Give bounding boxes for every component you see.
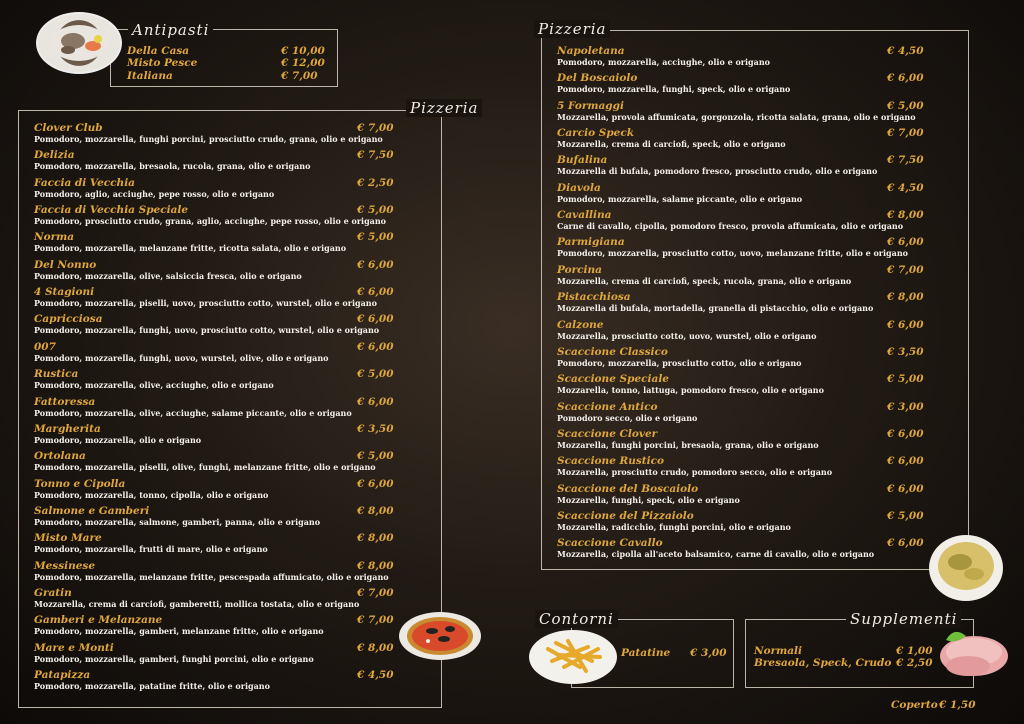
menu-item-price: € 7,50 [887,154,924,167]
menu-item-description: Pomodoro, mozzarella, olio e origano [34,434,202,445]
menu-item [34,642,417,669]
menu-item-price: € 6,00 [357,477,394,490]
menu-item-price: € 3,50 [887,345,924,358]
menu-item-price: € 5,00 [357,368,394,381]
menu-item-name: Bufalina [557,154,608,167]
menu-item-description: Pomodoro, mozzarella, salmone, gamberi, panna, olio e origano [34,516,321,527]
menu-item-price: € 5,00 [887,373,924,386]
menu-item-price: € 6,00 [887,427,924,440]
menu-item [557,45,947,72]
pizzeria-right-title: Pizzeria [530,20,614,38]
menu-item-price: € 8,00 [887,291,924,304]
menu-item-description: Mozzarella, crema di carciofi, gamberetti, mollica tostata, olio e origano [34,598,360,609]
menu-item-description: Pomodoro, mozzarella, funghi, uovo, prosciutto cotto, wurstel, olio e origano [34,325,380,336]
menu-item-description: Mozzarella, radicchio, funghi porcini, olio e origano [557,521,791,532]
menu-item-name: Patapizza [34,669,91,681]
menu-item-price: € 7,50 [357,149,394,162]
menu-item-name: Rustica [34,368,79,381]
menu-item-name: Tonno e Cipolla [34,477,126,490]
menu-item-price: € 1,00 [896,645,933,657]
menu-item-name: Norma [34,231,75,244]
menu-item-name: Italiana [127,69,173,82]
menu-item-price: € 12,00 [281,57,325,70]
menu-item-price: € 7,00 [887,127,924,140]
menu-item-name: Margherita [34,422,101,435]
menu-item-name: Scaccione del Boscaiolo [557,482,699,495]
menu-item-name: Porcina [557,263,602,276]
menu-item-price: € 6,00 [887,72,924,85]
menu-item-description: Pomodoro, mozzarella, bresaola, rucola, grana, olio e origano [34,161,311,172]
menu-item-price: € 6,00 [887,482,924,495]
menu-item-description: Mozzarella, provola affumicata, gorgonzola, ricotta salata, grana, olio e origano [557,111,916,122]
menu-item-description: Mozzarella, tonno, lattuga, pomodoro fresco, olio e origano [557,385,824,396]
menu-item-description: Pomodoro, mozzarella, olive, salsiccia fresca, olio e origano [34,270,302,281]
menu-item-name: Bresaola, Speck, Crudo [754,657,892,669]
menu-item-name: Della Casa [127,45,190,57]
menu-item-price: € 4,50 [887,45,924,57]
menu-item [34,368,417,395]
menu-item-name: Capricciosa [34,313,103,326]
menu-item-name: Pistacchiosa [557,291,631,304]
menu-item-description: Mozzarella, cipolla all'aceto balsamico, carne di cavallo, olio e origano [557,549,875,560]
menu-item-description: Pomodoro, mozzarella, funghi porcini, prosciutto crudo, grana, olio e origano [34,134,383,144]
menu-item-price: € 6,00 [887,318,924,331]
menu-item-name: Fattoressa [34,395,96,408]
menu-item-name: Salmone e Gamberi [34,504,150,517]
menu-item-description: Pomodoro, mozzarella, olive, acciughe, olio e origano [34,380,274,391]
menu-item [754,657,956,684]
menu-item-price: € 6,00 [357,313,394,326]
menu-item-name: Carcio Speck [557,127,635,140]
menu-item-name: Normali [754,645,803,657]
menu-item-name: Faccia di Vecchia [34,176,135,189]
menu-item-price: € 2,50 [896,657,933,669]
menu-item-name: Misto Mare [34,532,102,545]
menu-item-name: Scaccione Antico [557,400,658,413]
pizza-image [398,611,482,661]
menu-item-description: Carne di cavallo, cipolla, pomodoro fresco, provola affumicata, olio e origano [557,221,904,232]
menu-item [557,291,947,318]
menu-item-name: Scaccione Clover [557,427,658,440]
menu-item-price: € 5,00 [357,450,394,463]
menu-item [34,341,417,368]
menu-item-name: Scaccione Speciale [557,373,669,386]
menu-item-price: € 3,00 [887,400,924,413]
menu-item [34,259,417,286]
menu-item [34,560,417,587]
menu-item-name: 007 [34,340,56,353]
menu-item-price: € 8,00 [357,559,394,572]
menu-item-name: Ortolana [34,450,86,463]
menu-item [34,505,417,532]
supplementi-title: Supplementi [842,610,965,628]
menu-item-price: € 7,00 [281,69,318,82]
menu-item-price: € 6,00 [357,258,394,271]
menu-item-name: Parmigiana [557,236,625,249]
menu-item-description: Pomodoro, mozzarella, salame piccante, olio e origano [557,193,803,204]
menu-item-price: € 7,00 [357,122,394,134]
menu-item-price: € 6,00 [887,455,924,468]
menu-item [34,450,417,477]
seafood-icon [38,14,120,72]
menu-item-description: Pomodoro, mozzarella, frutti di mare, olio e origano [34,544,268,555]
menu-item-description: Pomodoro, mozzarella, olive, acciughe, salame piccante, olio e origano [34,407,352,418]
menu-item-price: € 5,00 [887,509,924,522]
menu-item [34,669,417,696]
menu-item-price: € 5,00 [357,204,394,217]
menu-item-price: € 5,00 [357,231,394,244]
menu-item-description: Pomodoro, mozzarella, funghi, speck, olio e origano [557,84,791,95]
menu-item-price: € 4,50 [357,669,394,681]
menu-item-name: Napoletana [557,45,625,57]
menu-item-description: Pomodoro, mozzarella, piselli, olive, funghi, melanzane fritte, olio e origano [34,462,376,473]
menu-item-price: € 8,00 [357,641,394,654]
menu-item-description: Pomodoro, mozzarella, melanzane fritte, pescespada affumicato, olio e origano [34,571,389,582]
menu-item-name: Mare e Monti [34,641,114,654]
menu-item-name: 5 Formaggi [557,99,624,112]
menu-item [557,264,947,291]
menu-item-name: Misto Pesce [127,57,198,70]
pizza-icon [398,611,482,661]
menu-item [557,182,947,209]
menu-item-name: Delizia [34,149,75,162]
menu-item-price: € 6,00 [357,340,394,353]
fries-icon [528,627,618,685]
menu-item-description: Pomodoro, aglio, acciughe, pepe rosso, olio e origano [34,188,275,199]
menu-item [557,346,947,373]
menu-item-name: Del Boscaiolo [557,72,638,85]
menu-item-price: € 6,00 [887,236,924,249]
menu-item-description: Mozzarella di bufala, mortadella, granella di pistacchio, olio e origano [557,303,874,314]
menu-item-description: Pomodoro, mozzarella, tonno, cipolla, olio e origano [34,489,269,500]
menu-item-price: € 7,00 [357,614,394,627]
menu-item [557,100,947,127]
antipasti-plate-image [36,12,122,74]
menu-item-price: € 6,00 [357,286,394,299]
menu-item-price: € 8,00 [887,209,924,222]
menu-item-price: € 6,00 [887,537,924,550]
menu-item [34,231,417,258]
menu-item-price: € 3,50 [357,422,394,435]
menu-item [557,373,947,400]
antipasti-title: Antipasti [124,21,217,39]
menu-item-description: Pomodoro, mozzarella, gamberi, melanzane fritte, olio e origano [34,626,324,637]
menu-item-description: Pomodoro secco, olio e origano [557,412,698,423]
menu-item-price: € 6,00 [357,395,394,408]
menu-item-description: Mozzarella, funghi, speck, olio e origano [557,494,740,505]
menu-item-price: € 4,50 [887,181,924,194]
menu-item-description: Pomodoro, mozzarella, acciughe, olio e origano [557,57,770,67]
menu-item [34,122,417,149]
coperto-label: Coperto [891,699,938,711]
scaccione-icon [928,532,1004,602]
menu-item-description: Pomodoro, mozzarella, prosciutto cotto, uovo, melanzane fritte, olio e origano [557,248,908,259]
menu-item-name: Calzone [557,318,604,331]
menu-item [34,396,417,423]
menu-item [557,401,947,428]
coperto-price: € 1,50 [939,699,976,711]
menu-item-price: € 7,00 [887,263,924,276]
fries-image [528,627,618,685]
menu-item-name: Gratin [34,586,72,599]
menu-item-description: Pomodoro, mozzarella, gamberi, funghi porcini, olio e origano [34,653,314,664]
menu-item [557,72,947,99]
menu-item [34,313,417,340]
menu-item [557,483,947,510]
menu-item-name: Scaccione Cavallo [557,537,663,550]
menu-item-name: Messinese [34,559,96,572]
menu-item [557,154,947,181]
contorni-title: Contorni [531,610,622,628]
menu-item-name: Scaccione del Pizzaiolo [557,509,694,522]
menu-item [557,428,947,455]
menu-item-price: € 5,00 [887,99,924,112]
menu-item-name: Scaccione Classico [557,345,668,358]
menu-item-name: Del Nonno [34,258,97,271]
menu-item-description: Mozzarella, funghi porcini, bresaola, grana, olio e origano [557,439,819,450]
menu-item-description: Mozzarella, prosciutto crudo, pomodoro secco, olio e origano [557,467,833,478]
menu-item [557,510,947,537]
menu-item-description: Mozzarella, prosciutto cotto, uovo, wurstel, olio e origano [557,330,817,341]
menu-item-name: Scaccione Rustico [557,455,665,468]
menu-item-price: € 10,00 [281,45,325,57]
menu-item-price: € 3,00 [690,647,727,659]
menu-item [557,236,947,263]
menu-item [34,286,417,313]
menu-item-name: Gamberi e Melanzane [34,614,163,627]
menu-item-description: Mozzarella, crema di carciofi, speck, olio e origano [557,139,786,150]
menu-item-description: Pomodoro, mozzarella, melanzane fritte, ricotta salata, olio e origano [34,243,347,254]
menu-item-description: Pomodoro, mozzarella, funghi, uovo, wurstel, olive, olio e origano [34,352,329,363]
menu-item [34,532,417,559]
menu-item-price: € 8,00 [357,532,394,545]
menu-item [34,423,417,450]
menu-item [34,177,417,204]
menu-item-description: Pomodoro, prosciutto crudo, grana, aglio, acciughe, pepe rosso, olio e origano [34,216,386,227]
menu-item [34,204,417,231]
menu-item-name: Cavallina [557,209,612,222]
menu-item-price: € 2,50 [357,176,394,189]
menu-item [557,455,947,482]
menu-item [557,127,947,154]
menu-item [34,478,417,505]
menu-item-description: Mozzarella, crema di carciofi, speck, rucola, grana, olio e origano [557,275,852,286]
menu-item [557,319,947,346]
menu-item-name: Clover Club [34,122,103,134]
menu-item-name: Diavola [557,181,601,194]
menu-item-name: 4 Stagioni [34,286,95,299]
menu-item [127,70,341,97]
pizzeria-left-title: Pizzeria [402,99,486,117]
scaccione-image [928,532,1004,602]
menu-item-description: Pomodoro, mozzarella, patatine fritte, olio e origano [34,681,270,691]
menu-item [621,647,750,674]
menu-item [34,587,417,614]
menu-item-description: Pomodoro, mozzarella, prosciutto cotto, olio e origano [557,357,802,368]
menu-item-description: Mozzarella di bufala, pomodoro fresco, prosciutto crudo, olio e origano [557,166,878,177]
menu-item-name: Faccia di Vecchia Speciale [34,204,189,217]
menu-item [34,149,417,176]
menu-item-price: € 8,00 [357,504,394,517]
menu-item [557,209,947,236]
menu-item-name: Patatine [621,647,671,659]
menu-item [34,614,417,641]
menu-item [557,537,947,564]
menu-item-price: € 7,00 [357,586,394,599]
menu-item-description: Pomodoro, mozzarella, piselli, uovo, prosciutto cotto, wurstel, olio e origano [34,298,377,309]
